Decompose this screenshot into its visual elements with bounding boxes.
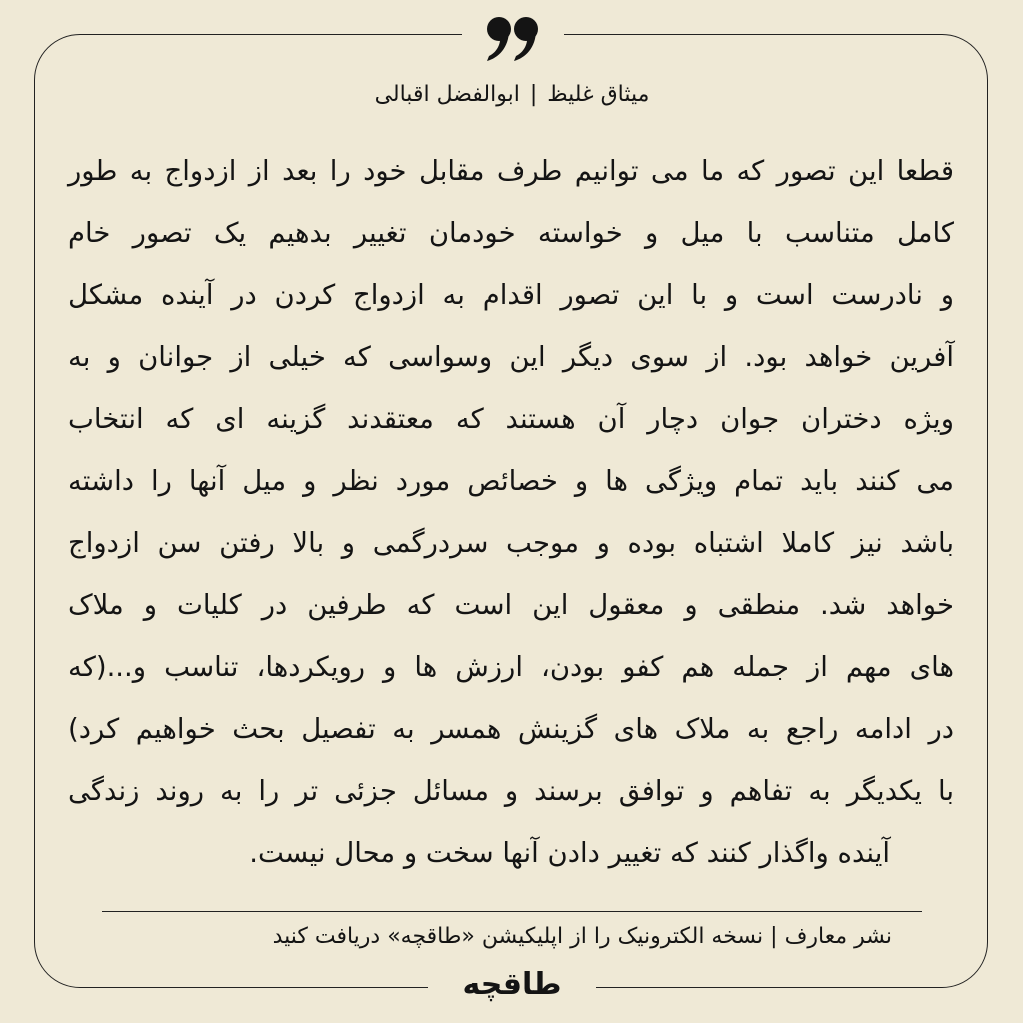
quote-line: می کنند باید تمام ویژگی ها و خصائص مورد نظر و میل آنها را داشته [68, 465, 954, 497]
quote-line: باشد نیز کاملا اشتباه بوده و موجب سردرگمی و بالا رفتن سن ازدواج [68, 527, 954, 559]
quote-line: با یکدیگر به تفاهم و توافق برسند و مسائل جزئی تر را به روند زندگی [68, 775, 954, 807]
author-name: ابوالفضل اقبالی [374, 82, 520, 107]
quote-line: آفرین خواهد بود. از سوی دیگر این وسواسی که خیلی از جوانان و به [68, 341, 954, 373]
closing-quote-icon [478, 14, 548, 64]
book-title: میثاق غلیظ [547, 82, 650, 107]
footer-divider [102, 911, 922, 912]
taaghche-logo: طاقچه [462, 967, 562, 1002]
quote-line: آینده واگذار کنند که تغییر دادن آنها سخت و محال نیست. [249, 837, 890, 869]
header-separator: | [529, 82, 538, 107]
book-header [120, 78, 904, 112]
publisher-footer: نشر معارف | نسخه الکترونیک را از اپلیکیشن «طاقچه» دریافت کنید [272, 924, 892, 949]
quote-line: در ادامه راجع به ملاک های گزینش همسر به تفصیل بحث خواهیم کرد) [68, 713, 954, 745]
quote-body [68, 140, 954, 884]
quote-line: کامل متناسب با میل و خواسته خودمان تغییر بدهیم یک تصور خام [68, 217, 954, 249]
quote-line: های مهم از جمله هم کفو بودن، ارزش ها و رویکردها، تناسب و...(که [68, 651, 954, 683]
quote-line: ویژه دختران جوان دچار آن هستند که معتقدند گزینه ای که انتخاب [68, 403, 954, 435]
quote-line: قطعا این تصور که ما می توانیم طرف مقابل خود را بعد از ازدواج به طور [68, 155, 954, 187]
quote-line: و نادرست است و با این تصور اقدام به ازدواج کردن در آینده مشکل [68, 279, 954, 311]
quote-line: خواهد شد. منطقی و معقول این است که طرفین در کلیات و ملاک [68, 589, 954, 621]
